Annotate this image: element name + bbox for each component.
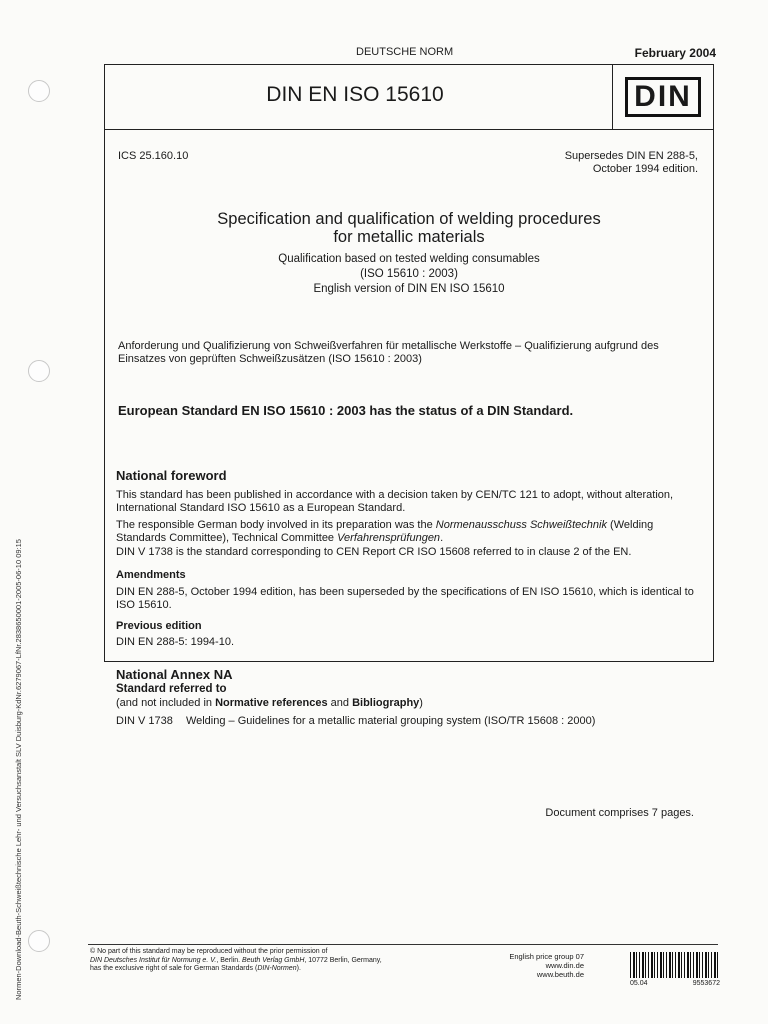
footer-divider xyxy=(88,944,718,945)
copyright-notice: © No part of this standard may be reproduced without the prior permission of DIN Deutsches Institut für Normung e. V., Berlin. Beuth Verlag GmbH, 10772 Berlin, Germany, has the exclusive right of sale for German Standards (DIN-Normen). xyxy=(90,948,382,972)
previous-edition-text: DIN EN 288-5: 1994-10. xyxy=(116,636,235,648)
subtitle: Qualification based on tested welding consumables xyxy=(278,253,540,265)
foreword-paragraph-2: The responsible German body involved in its preparation was the Normenausschuss Schweißtechnik (Welding Standards Committee), Technical Committee Verfahrensprüfungen. xyxy=(116,519,654,544)
issue-date: February 2004 xyxy=(634,46,716,60)
committee-name: Normenausschuss Schweißtechnik xyxy=(435,519,607,531)
price-group: English price group 07 xyxy=(509,952,584,961)
din-logo: DIN xyxy=(625,77,701,117)
iso-reference: (ISO 15610 : 2003) xyxy=(360,268,458,280)
title-line-2: for metallic materials xyxy=(333,228,485,246)
article-code: 9553672 xyxy=(692,980,720,987)
document-title xyxy=(104,210,714,246)
german-title: Anforderung und Qualifizierung von Schweißverfahren für metallische Werkstoffe – Qualifizierung aufgrund des Einsatzes von geprüften Schweißzusätzen (ISO 15610 : 2003) xyxy=(118,340,659,365)
annex-note: (and not included in Normative references and Bibliography) xyxy=(116,697,423,709)
foreword-paragraph-1: This standard has been published in accordance with a decision taken by CEN/TC 121 to adopt, without alteration, International Standard ISO 15610 as a European Standard. xyxy=(116,489,674,514)
page-count-note: Document comprises 7 pages. xyxy=(545,807,694,819)
supersedes-note xyxy=(565,150,698,176)
punch-hole-top xyxy=(28,80,50,102)
price-info xyxy=(494,952,584,979)
reference-code: DIN V 1738 xyxy=(116,715,173,727)
beuth-website: www.beuth.de xyxy=(536,970,584,979)
amendments-heading: Amendments xyxy=(116,569,186,581)
reference-title: Welding – Guidelines for a metallic material grouping system (ISO/TR 15608 : 2000) xyxy=(185,715,596,727)
title-line-1: Specification and qualification of welding procedures xyxy=(217,210,601,228)
date-code: 05.04 xyxy=(630,980,648,987)
previous-edition-heading: Previous edition xyxy=(116,620,202,632)
english-version: English version of DIN EN ISO 15610 xyxy=(313,283,505,295)
foreword-heading: National foreword xyxy=(116,468,227,483)
annex-subheading: Standard referred to xyxy=(116,683,227,695)
title-row xyxy=(104,64,714,130)
foreword-paragraph-3: DIN V 1738 is the standard corresponding to CEN Report CR ISO 15608 referred to in clause 2 of the EN. xyxy=(116,546,632,558)
barcode-numbers xyxy=(630,980,720,987)
standard-number: DIN EN ISO 15610 xyxy=(266,83,444,106)
logo-box xyxy=(612,65,713,129)
punch-hole-bottom xyxy=(28,930,50,952)
ics-code: ICS 25.160.10 xyxy=(118,150,189,162)
barcode xyxy=(630,952,720,978)
din-website: www.din.de xyxy=(545,961,584,970)
technical-committee-name: Verfahrensprüfungen xyxy=(337,531,441,544)
annex-heading: National Annex NA xyxy=(116,667,233,682)
status-statement: European Standard EN ISO 15610 : 2003 has the status of a DIN Standard. xyxy=(118,403,574,418)
amendments-text: DIN EN 288-5, October 1994 edition, has been superseded by the specifications of EN ISO 15610, which is identical to ISO 15610. xyxy=(116,586,694,611)
side-download-stamp: Normen-Download-Beuth-Schweißtechnische Lehr- und Versuchsanstalt SLV Duisburg-KdNr.6279067-LfNr.2838650001-2005-06-10 09:15 xyxy=(14,539,23,1000)
annex-reference xyxy=(116,715,698,728)
supersedes-line-1: Supersedes DIN EN 288-5, xyxy=(564,150,698,162)
punch-hole-middle xyxy=(28,360,50,382)
supersedes-line-2: October 1994 edition. xyxy=(592,163,698,175)
norm-label: DEUTSCHE NORM xyxy=(356,46,454,58)
